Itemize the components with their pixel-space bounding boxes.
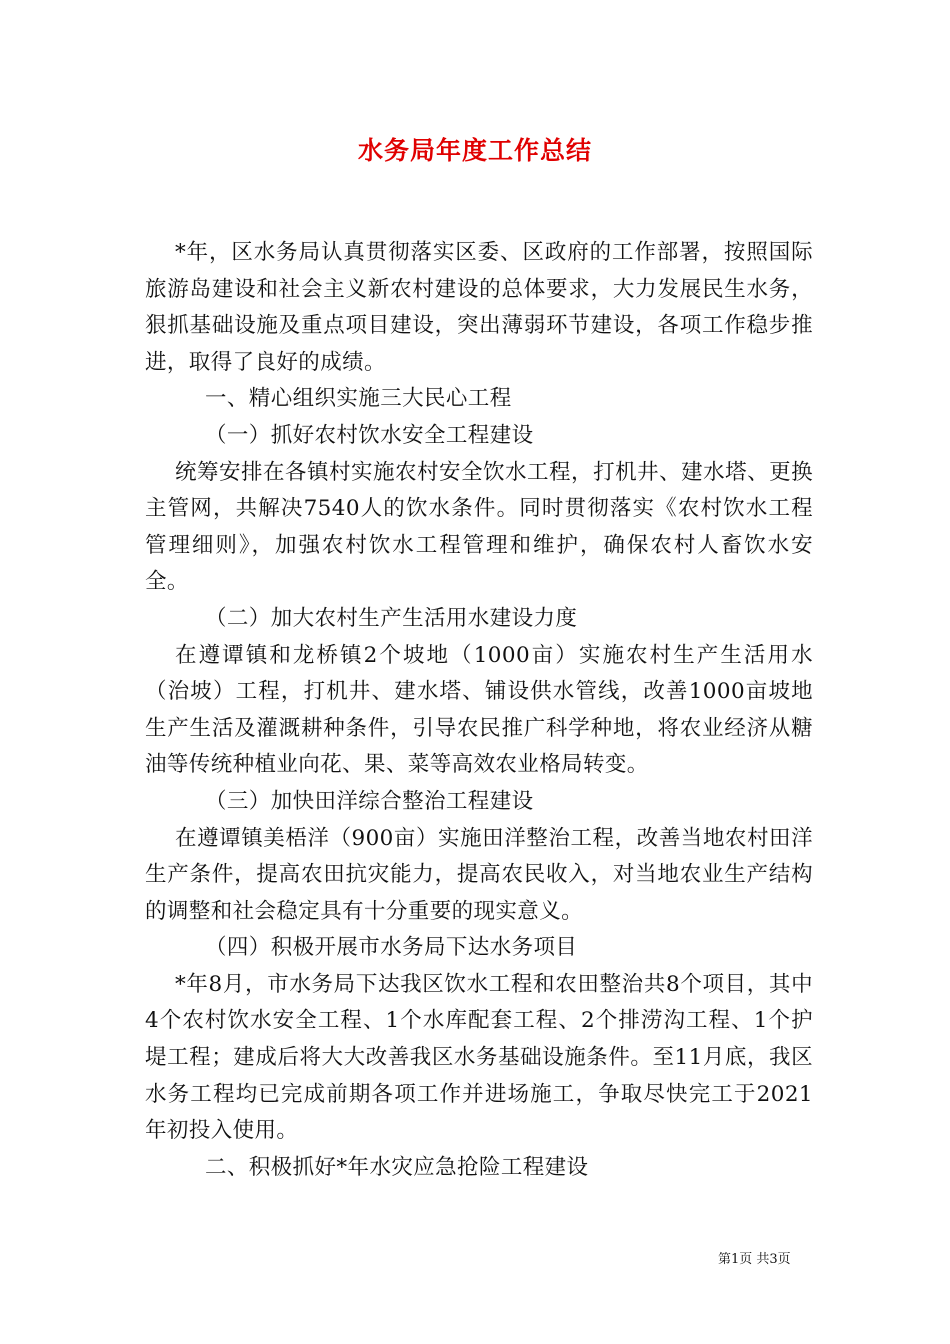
body-paragraph-2: 在遵谭镇和龙桥镇2个坡地（1000亩）实施农村生产生活用水（治坡）工程，打机井、建水塔、铺设供水管线，改善1000亩坡地生产生活及灌溉耕种条件，引导农民推广科学种地，将农业经济从糖油等传统种植业向花、果、菜等高效农业格局转变。 bbox=[145, 642, 813, 778]
subsection-heading-1: （一）抓好农村饮水安全工程建设 bbox=[205, 422, 534, 448]
body-paragraph-4: *年8月，市水务局下达我区饮水工程和农田整治共8个项目，其中4个农村饮水安全工程、1个水库配套工程、2个排涝沟工程、1个护堤工程；建成后将大大改善我区水务基础设施条件。至11月底，我区水务工程均已完成前期各项工作并进场施工，争取尽快完工于2021年初投入使用。 bbox=[145, 971, 813, 1144]
body-paragraph-1: 统筹安排在各镇村实施农村安全饮水工程，打机井、建水塔、更换主管网，共解决7540人的饮水条件。同时贯彻落实《农村饮水工程管理细则》，加强农村饮水工程管理和维护，确保农村人畜饮水安全。 bbox=[145, 459, 813, 595]
subsection-heading-2: （二）加大农村生产生活用水建设力度 bbox=[205, 605, 578, 631]
subsection-heading-4: （四）积极开展市水务局下达水务项目 bbox=[205, 935, 578, 961]
body-paragraph-3: 在遵谭镇美梧洋（900亩）实施田洋整治工程，改善当地农村田洋生产条件，提高农田抗灾能力，提高农民收入，对当地农业生产结构的调整和社会稳定具有十分重要的现实意义。 bbox=[145, 825, 813, 924]
subsection-heading-3: （三）加快田洋综合整治工程建设 bbox=[205, 788, 534, 814]
intro-paragraph: *年，区水务局认真贯彻落实区委、区政府的工作部署，按照国际旅游岛建设和社会主义新农村建设的总体要求，大力发展民生水务，狠抓基础设施及重点项目建设，突出薄弱环节建设，各项工作稳步推进，取得了良好的成绩。 bbox=[145, 240, 813, 375]
section-heading-1: 一、精心组织实施三大民心工程 bbox=[205, 386, 512, 412]
document-title: 水务局年度工作总结 bbox=[357, 136, 592, 165]
section-heading-2: 二、积极抓好*年水灾应急抢险工程建设 bbox=[205, 1154, 589, 1180]
document-body bbox=[145, 235, 813, 1186]
page-number-footer: 第1页 共3页 bbox=[718, 1252, 791, 1267]
